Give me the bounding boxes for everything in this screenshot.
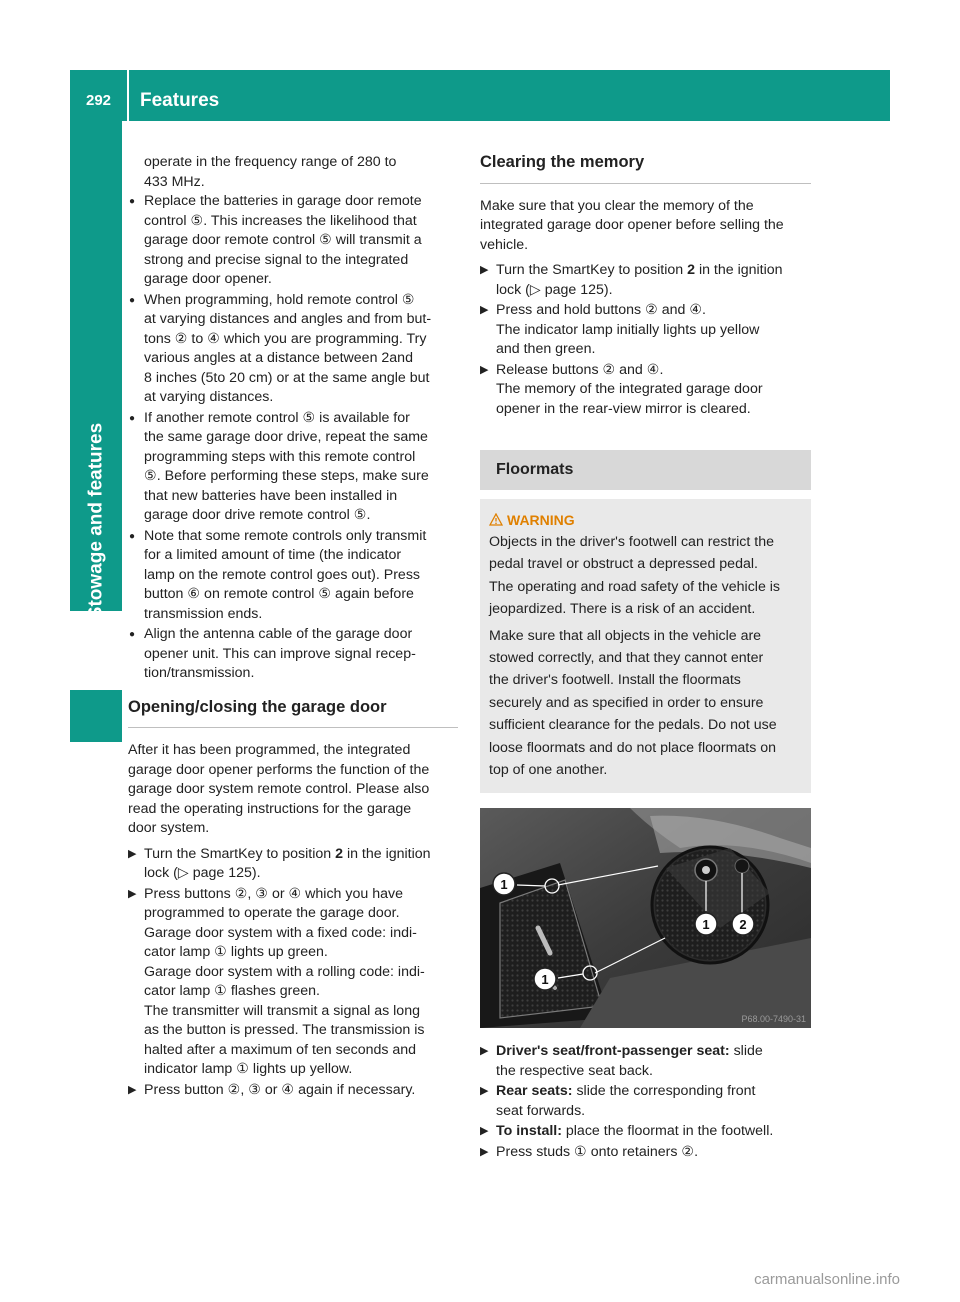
step-item: ▶ Press button ②, ③ or ④ again if necessary. (128, 1081, 458, 1101)
text-line: door system. (128, 820, 210, 836)
header-divider (127, 70, 129, 121)
bullet-line: Replace the batteries in garage door remote (144, 193, 422, 209)
bullet-line: opener unit. This can improve signal recep- (144, 645, 416, 662)
step-item: ▶ Rear seats: slide the corresponding front seat forwards. (480, 1083, 756, 1119)
warning-header (489, 509, 801, 531)
step-line: Press and hold buttons ② and ④. (496, 302, 706, 318)
callout-1: 1 (702, 917, 710, 933)
left-column (128, 153, 458, 1101)
text-line: Make sure that you clear the memory of the (480, 197, 754, 214)
warning-line: securely and as specified in order to ensure (489, 694, 764, 711)
arrow-icon: ▶ (480, 264, 489, 276)
warning-box (480, 499, 811, 794)
bullet-line: at varying distances. (144, 389, 274, 405)
step-line: Release buttons ② and ④. (496, 361, 664, 378)
bullet-item (128, 409, 458, 526)
arrow-icon: ▶ (480, 363, 489, 376)
bullet-list (128, 192, 458, 684)
bullet-line: If another remote control ⑤ is available for (144, 409, 410, 426)
bullet-line: transmission ends. (144, 605, 263, 622)
bullet-line: control ⑤. This increases the likelihood that (144, 212, 417, 229)
step-item: ▶ To install: place the floormat in the footwell. (480, 1122, 811, 1142)
arrow-icon: ▶ (128, 1083, 137, 1096)
bullet-item (128, 527, 458, 625)
callout-2: 2 (739, 917, 747, 933)
text-line: integrated garage door opener before selling the (480, 217, 784, 233)
bullet-line: lamp on the remote control goes out). Press (144, 566, 421, 583)
step-item (128, 885, 458, 1080)
floormat-illustration (480, 808, 811, 1028)
arrow-icon: ▶ (480, 1125, 489, 1138)
arrow-icon: ▶ (480, 1085, 489, 1098)
step-line: The transmitter will transmit a signal as long (144, 1002, 420, 1019)
page-number: 292 (85, 92, 112, 109)
step-line: halted after a maximum of ten seconds and (144, 1041, 417, 1058)
warning-line: top of one another. (489, 761, 608, 778)
section-intro (128, 741, 458, 839)
warning-line: pedal travel or obstruct a depressed pedal. (489, 556, 758, 573)
warning-label: WARNING (507, 511, 575, 528)
bullet-line: various angles at a distance between 2and (144, 350, 413, 366)
arrow-icon: ▶ (480, 304, 489, 316)
text-line: read the operating instructions for the garage (128, 800, 412, 817)
step-line: cator lamp ① lights up green. (144, 944, 328, 960)
warning-line: The operating and road safety of the vehicle is (489, 578, 781, 595)
intro-line: 433 MHz. (144, 173, 205, 190)
page-title: Features (140, 90, 220, 111)
figure-code: P68.00-7490-31 (741, 1014, 806, 1025)
warning-text (489, 531, 801, 781)
step-item: ▶ Press studs ① onto retainers ②. (480, 1143, 811, 1163)
bullet-line: that new batteries have been installed in (144, 487, 398, 504)
step-line: indicator lamp ① lights up yellow. (144, 1061, 353, 1077)
arrow-icon: ▶ (128, 887, 137, 900)
step-line: Garage door system with a fixed code: indi- (144, 924, 417, 941)
step-line: and then green. (496, 341, 596, 357)
bullet-line: at varying distances and angles and from but- (144, 311, 432, 327)
bullet-line: 8 inches (5to 20 cm) or at the same angle but (144, 369, 430, 386)
step-line: Press buttons ②, ③ or ④ which you have (144, 885, 403, 902)
floormats-title: Floormats (480, 450, 811, 490)
step-line: Garage door system with a rolling code: indi- (144, 963, 425, 980)
section-title-clearing: Clearing the memory (480, 153, 811, 184)
bullet-line: button ⑥ on remote control ⑤ again before (144, 586, 414, 602)
bullet-line: for a limited amount of time (the indicator (144, 547, 402, 563)
floormat-retainer-image (480, 808, 811, 1028)
bullet-line: garage door remote control ⑤ will transmit a (144, 232, 422, 248)
bullet-line: Note that some remote controls only transmit (144, 527, 427, 544)
bullet-line: garage door opener. (144, 271, 272, 287)
intro-line: operate in the frequency range of 280 to (144, 154, 397, 170)
warning-line: loose floormats and do not place floormats on (489, 739, 777, 756)
bullet-line: When programming, hold remote control ⑤ (144, 291, 415, 308)
warning-line: sufficient clearance for the pedals. Do not use (489, 717, 777, 734)
bullet-line: programming steps with this remote control (144, 448, 416, 465)
text-line: garage door system remote control. Please also (128, 781, 430, 797)
step-item (480, 361, 811, 420)
arrow-icon: ▶ (480, 1145, 489, 1158)
callout-1: 1 (541, 972, 549, 988)
side-tab-label: Stowage and features (85, 422, 107, 620)
bullet-item (128, 625, 458, 684)
step-line: opener in the rear-view mirror is cleared. (496, 400, 751, 417)
step-line: as the button is pressed. The transmission is (144, 1022, 425, 1038)
step-item: ▶ Driver's seat/front-passenger seat: slide the respective seat back. (480, 1043, 763, 1079)
warning-line: Make sure that all objects in the vehicle are (489, 627, 762, 644)
step-item: ▶ Turn the SmartKey to position 2 in the ignition lock (▷ page 125). (480, 262, 783, 298)
bullet-line: tons ② to ④ which you are programming. Try (144, 330, 427, 347)
warning-line: Objects in the driver's footwell can restrict the (489, 533, 774, 550)
arrow-icon: ▶ (128, 847, 137, 860)
warning-line: the driver's footwell. Install the floormats (489, 672, 741, 689)
right-column (480, 153, 811, 1163)
step-line: The indicator lamp initially lights up yellow (496, 321, 760, 338)
step-item (480, 301, 811, 360)
section-intro (480, 197, 811, 256)
step-line: programmed to operate the garage door. (144, 905, 400, 921)
warning-line: stowed correctly, and that they cannot enter (489, 649, 764, 666)
text-line: vehicle. (480, 236, 529, 253)
warning-line: jeopardized. There is a risk of an accident. (489, 601, 756, 618)
bullet-line: garage door drive remote control ⑤. (144, 507, 371, 523)
step-item: ▶ Turn the SmartKey to position 2 in the ignition lock (▷ page 125). (128, 845, 431, 881)
text-line: garage door opener performs the function of the (128, 761, 430, 778)
arrow-icon: ▶ (480, 1045, 489, 1058)
bullet-item (128, 291, 458, 408)
bullet-line: the same garage door drive, repeat the same (144, 429, 428, 445)
bullet-line: ⑤. Before performing these steps, make sure (144, 468, 429, 484)
callout-1: 1 (500, 877, 508, 893)
warning-triangle-icon (489, 513, 503, 526)
bullet-line: tion/transmission. (144, 665, 255, 681)
bullet-line: Align the antenna cable of the garage door (144, 626, 413, 642)
step-line: The memory of the integrated garage door (496, 381, 763, 397)
bullet-line: strong and precise signal to the integrated (144, 251, 409, 268)
watermark: carmanualsonline.info (754, 1271, 900, 1288)
side-marker (70, 690, 122, 742)
bullet-item (128, 192, 458, 290)
section-title-opening: Opening/closing the garage door (128, 698, 458, 729)
page-reference-link[interactable]: lock (▷ page 125). (496, 281, 613, 298)
step-line: cator lamp ① flashes green. (144, 983, 320, 999)
text-line: After it has been programmed, the integrated (128, 742, 411, 758)
page-reference-link[interactable]: lock (▷ page 125). (144, 865, 261, 881)
